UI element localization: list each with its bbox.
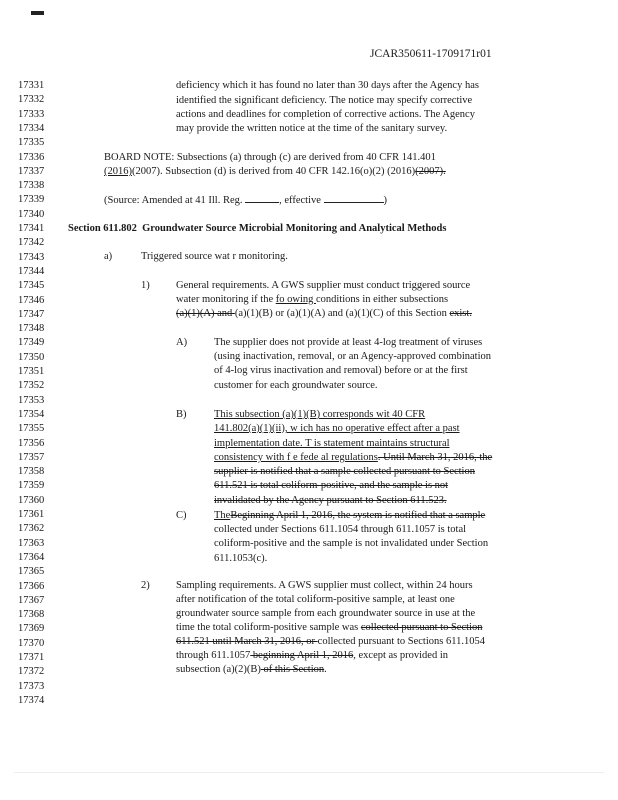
text-line — [176, 636, 485, 648]
text-line: (using inactivation, removal, or an Agency-approved combination — [214, 351, 492, 362]
text-span: This subsection (a)(1)(B) cor — [214, 409, 337, 420]
text-span: , effective — [279, 195, 324, 206]
deleted-text: invalidated by the Agency pursuant to Section 611.523. — [214, 495, 447, 506]
text-line: coliform-positive and the sample is not invalidated under Section — [214, 538, 489, 549]
source-note — [104, 194, 387, 207]
text-line: The supplier does not provide at least 4-log treatment of viruses — [214, 337, 483, 348]
text-line: Triggered source wat r monitoring. — [141, 251, 288, 262]
board-note-line — [104, 166, 446, 178]
line-number: 17372 — [18, 666, 45, 678]
text-line: identified the significant deficiency. The notice may specify corrective — [176, 95, 473, 106]
line-number: 17333 — [18, 108, 45, 120]
line-number: 17357 — [18, 451, 45, 463]
subsection-label: A) — [176, 337, 188, 348]
text-span: (a)(1)(B) or (a)(1)(A) and (a)(1)(C) of this Section — [234, 308, 450, 319]
text-line — [214, 452, 492, 464]
line-number: 17346 — [18, 294, 45, 306]
inserted-text: The — [214, 510, 231, 521]
text-span: time the total coliform-positive sample was — [176, 622, 361, 633]
deleted-text: collected pursuant to Section — [360, 622, 483, 633]
section-heading — [68, 223, 446, 235]
line-number: 17360 — [18, 494, 45, 506]
line-number: 17366 — [18, 580, 45, 592]
text-span: . — [324, 664, 327, 675]
blank-line — [324, 194, 384, 203]
line-number: 17340 — [18, 208, 45, 220]
deleted-text: supplier is notified that a sample collected pursuant to Section — [214, 466, 475, 477]
deleted-text: . Until March 31, 2016, — [377, 452, 477, 463]
text-span: (2007). Subsection (d) is derived from 40 CFR 142.16(o)(2) (2016) — [132, 166, 416, 177]
line-number: 17353 — [18, 394, 45, 406]
line-number: 17350 — [18, 351, 45, 363]
line-number: 17332 — [18, 94, 45, 106]
text-span: ) — [383, 195, 388, 206]
subsection-label: 1) — [141, 280, 150, 291]
text-line: may provide the written notice at the time of the sanitary survey. — [176, 123, 448, 134]
inserted-text: implementation date. T is statement maintains structural — [214, 438, 450, 449]
line-number: 17361 — [18, 509, 45, 520]
line-number: 17354 — [18, 408, 45, 420]
line-number: 17331 — [18, 80, 45, 91]
line-number: 17358 — [18, 466, 45, 478]
line-number: 17341 — [18, 223, 45, 234]
blank-line — [245, 194, 279, 203]
line-number: 17336 — [18, 151, 45, 163]
line-number: 17352 — [18, 380, 45, 392]
line-number: 17373 — [18, 680, 45, 692]
board-note-line: BOARD NOTE: Subsections (a) through (c) are derived from 40 CFR 141.401 — [104, 152, 436, 163]
text-line — [176, 622, 482, 634]
text-span: responds wit 40 CFR — [336, 409, 426, 420]
line-number: 17351 — [18, 366, 45, 377]
subsection-label: 2) — [141, 580, 150, 591]
page-bottom-rule — [14, 772, 604, 773]
text-line — [176, 664, 327, 676]
text-span: (Source: Amended at 41 Ill. Reg. — [104, 195, 246, 206]
deleted-text: of this Section — [260, 664, 325, 675]
text-span: water monitoring if the — [176, 294, 276, 305]
text-line — [214, 510, 485, 522]
text-line: Sampling requirements. A GWS supplier must collect, within 24 hours — [176, 580, 473, 591]
inserted-text: (2016) — [104, 166, 132, 177]
text-line: actions and deadlines for completion of corrective actions. The Agency — [176, 109, 475, 120]
line-number: 17367 — [18, 594, 45, 606]
deleted-text: the — [476, 452, 493, 463]
line-number: 17363 — [18, 537, 45, 549]
corner-mark — [31, 11, 44, 15]
inserted-text: consistency with f e fede al regulations — [214, 452, 378, 463]
document-id: JCAR350611-1709171r01 — [370, 48, 492, 60]
deleted-text: exist. — [449, 308, 472, 319]
text-span: collected pursuant to Sections 611.1054 — [317, 636, 485, 647]
line-number: 17335 — [18, 137, 45, 149]
line-number: 17355 — [18, 423, 45, 435]
line-number: 17349 — [18, 337, 45, 349]
subsection-label: C) — [176, 510, 187, 521]
deleted-text: 611.521 is total coliform-positive, and the sample is not — [214, 480, 449, 491]
deleted-text: 611.521 until — [176, 636, 235, 647]
line-number: 17359 — [18, 480, 45, 492]
line-number: 17348 — [18, 323, 45, 335]
line-number: 17345 — [18, 280, 45, 292]
line-number: 17370 — [18, 637, 45, 649]
line-number: 17364 — [18, 551, 45, 563]
text-span: through 611.1057 — [176, 650, 251, 661]
text-line: of 4-log virus inactivation and removal) before or at the first — [214, 365, 468, 376]
inserted-text: 141.802(a)(1)(ii), w ich has no operative effect after a past — [214, 423, 460, 434]
line-number: 17374 — [18, 694, 45, 706]
text-span: , except as provided in — [353, 650, 449, 661]
line-number: 17337 — [18, 165, 45, 177]
text-line: General requirements. A GWS supplier must conduct triggered source — [176, 280, 471, 291]
inserted-text — [214, 409, 425, 421]
line-number: 17371 — [18, 652, 45, 663]
subsection-label: a) — [104, 251, 113, 262]
deleted-text: (2007). — [415, 166, 446, 177]
deleted-text: (a)(1)(A) and — [176, 308, 235, 319]
line-number: 17343 — [18, 251, 45, 263]
deleted-text: March 31, 2016, or — [234, 636, 318, 647]
text-line: customer for each groundwater source. — [214, 380, 378, 391]
text-line — [176, 650, 448, 662]
deleted-text: beginning April 1, 2016 — [250, 650, 354, 661]
line-number: 17369 — [18, 623, 45, 635]
text-line: after notification of the total coliform-positive sample, at least one — [176, 594, 455, 605]
text-line — [176, 294, 448, 306]
deleted-text: Beginning April 1, 2016, the system is notified that a sample — [230, 510, 486, 521]
text-line: groundwater source sample from each groundwater source in use at the — [176, 608, 476, 619]
text-line — [176, 308, 472, 320]
line-number: 17362 — [18, 523, 45, 535]
text-line: deficiency which it has found no later than 30 days after the Agency has — [176, 80, 479, 91]
section-number: Section 611.802 — [68, 223, 137, 234]
line-number: 17342 — [18, 237, 45, 249]
text-line: collected under Sections 611.1054 through 611.1057 is total — [214, 524, 467, 535]
line-number: 17338 — [18, 180, 45, 192]
section-title: Groundwater Source Microbial Monitoring and Analytical Methods — [142, 223, 447, 234]
line-number: 17339 — [18, 194, 45, 206]
subsection-label: B) — [176, 409, 187, 420]
line-number: 17334 — [18, 122, 45, 134]
line-number: 17365 — [18, 566, 45, 578]
line-number: 17344 — [18, 265, 45, 277]
line-number: 17356 — [18, 437, 45, 449]
line-number: 17368 — [18, 609, 45, 621]
inserted-text: fo owing — [275, 294, 316, 305]
text-line: 611.1053(c). — [214, 553, 268, 564]
line-number: 17347 — [18, 308, 45, 320]
text-span: subsection (a)(2)(B) — [176, 664, 261, 675]
text-span: conditions in either subsections — [315, 294, 449, 305]
